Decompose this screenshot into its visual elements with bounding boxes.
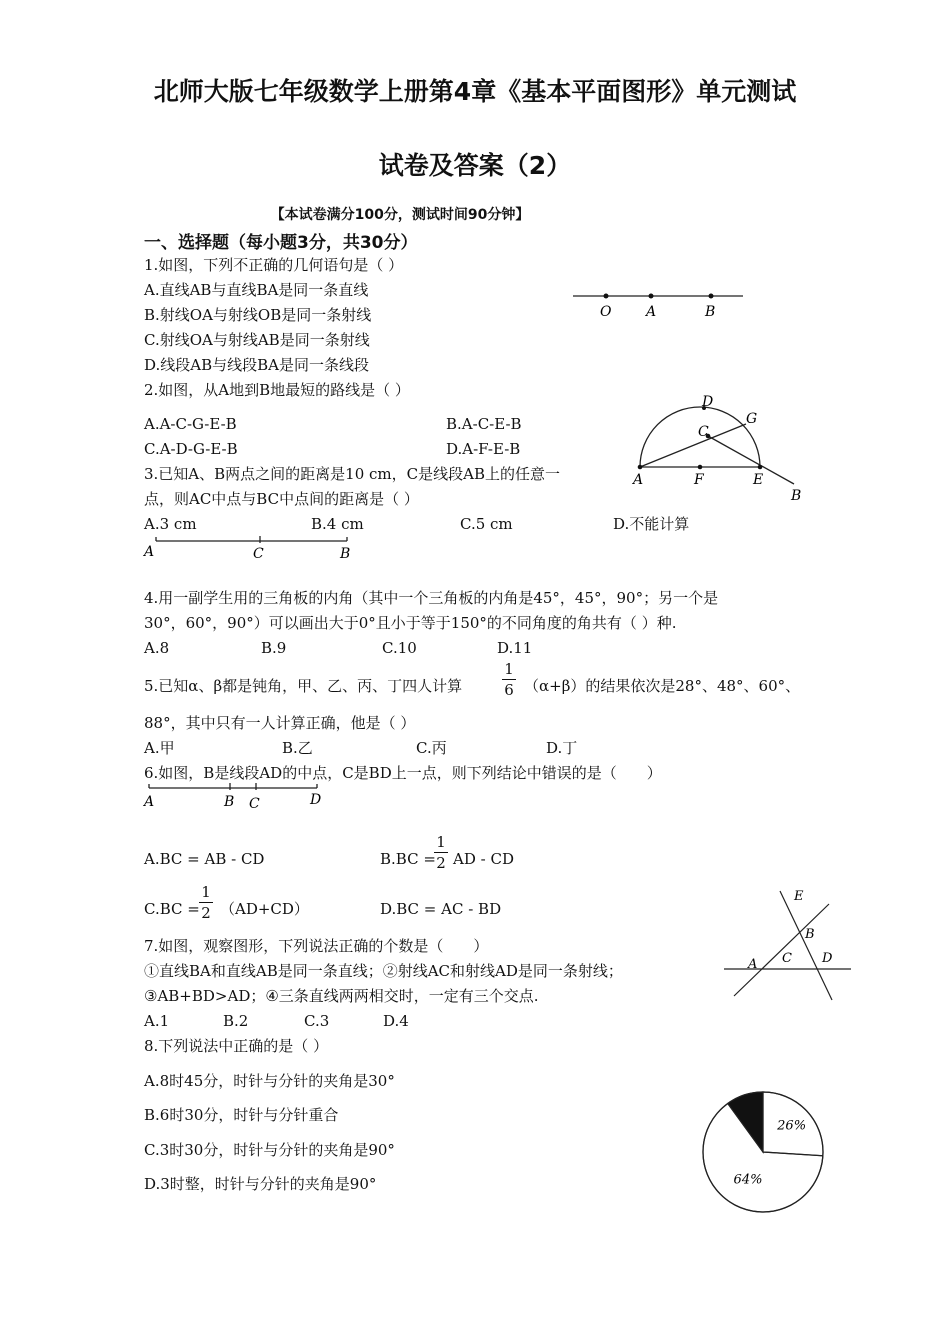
title-line-2: 试卷及答案（2） [378, 151, 572, 180]
q3-option-d: D.不能计算 [613, 515, 690, 533]
q2-label-f: F [694, 472, 704, 488]
q7-option-a: A.1 [144, 1012, 170, 1030]
q1-option-b: B.射线OA与射线OB是同一条射线 [144, 306, 372, 324]
q7-label-d: D [822, 951, 833, 966]
q6-b-frac-num: 1 [436, 833, 446, 851]
exam-note: 【本试卷满分100分，测试时间90分钟】 [270, 207, 530, 223]
q2-stem: 2.如图，从A地到B地最短的路线是（ ） [144, 381, 410, 399]
q3-label-b: B [340, 546, 351, 562]
q2-label-c: C [698, 424, 709, 440]
q5-option-d: D.丁 [546, 739, 578, 757]
q7-option-b: B.2 [223, 1012, 249, 1030]
q3-label-c: C [253, 546, 264, 562]
q1-label-o: O [600, 304, 612, 320]
q5-option-b: B.乙 [282, 739, 313, 757]
pie-chart [700, 1088, 830, 1218]
q1-option-a: A.直线AB与直线BA是同一条直线 [144, 281, 369, 299]
q3-option-b: B.4 cm [311, 515, 364, 533]
q4-stem-2: 30°，60°，90°）可以画出大于0°且小于等于150°的不同角度的角共有（ ）种. [144, 614, 677, 632]
q8-stem: 8.下列说法中正确的是（ ） [144, 1037, 329, 1055]
q6-option-a: A.BC = AB - CD [144, 850, 265, 868]
q2-label-e: E [753, 472, 764, 488]
q4-option-a: A.8 [144, 639, 170, 657]
q6-option-c-post: （AD+CD） [220, 900, 309, 918]
q5-fraction [502, 660, 516, 699]
q8-option-c: C.3时30分，时针与分针的夹角是90° [144, 1141, 395, 1159]
q2-option-a: A.A-C-G-E-B [144, 415, 237, 433]
q6-label-a: A [144, 794, 155, 810]
q2-figure [626, 390, 816, 510]
q1-option-c: C.射线OA与射线AB是同一条射线 [144, 331, 370, 349]
q6-option-b-post: AD - CD [453, 850, 514, 868]
q2-label-d: D [702, 394, 714, 410]
q4-option-b: B.9 [261, 639, 287, 657]
q4-stem-1: 4.用一副学生用的三角板的内角（其中一个三角板的内角是45°，45°，90°；另一个是 [144, 589, 719, 607]
q7-option-d: D.4 [383, 1012, 409, 1030]
q1-label-b: B [705, 304, 716, 320]
q6-label-d: D [310, 792, 322, 808]
q2-label-g: G [746, 411, 758, 427]
q6-figure [140, 780, 330, 812]
q6-c-frac-num: 1 [201, 883, 211, 901]
title-line-1: 北师大版七年级数学上册第4章《基本平面图形》单元测试 [153, 77, 797, 106]
q4-option-d: D.11 [497, 639, 533, 657]
q3-label-a: A [144, 544, 155, 560]
section-heading: 一、选择题（每小题3分，共30分） [144, 233, 418, 253]
q4-option-c: C.10 [382, 639, 417, 657]
q3-option-c: C.5 cm [460, 515, 513, 533]
q5-frac-num: 1 [504, 660, 514, 678]
q7-label-e: E [794, 889, 804, 904]
q1-stem: 1.如图，下列不正确的几何语句是（ ） [144, 256, 404, 274]
q5-stem-post: （α+β）的结果依次是28°、48°、60°、 [524, 677, 801, 695]
q7-stem: 7.如图，观察图形，下列说法正确的个数是（ ） [144, 937, 489, 955]
q6-b-frac-den: 2 [436, 854, 446, 872]
q6-option-b-fraction [434, 833, 448, 872]
q6-label-c: C [249, 796, 260, 812]
q2-label-b: B [791, 488, 802, 504]
q7-statement-1: ①直线BA和直线AB是同一条直线；②射线AC和射线AD是同一条射线； [144, 962, 623, 980]
q5-stem-2: 88°，其中只有一人计算正确，他是（ ） [144, 714, 416, 732]
q7-label-c: C [782, 951, 792, 966]
q3-figure [140, 532, 360, 564]
q5-option-a: A.甲 [144, 739, 175, 757]
q3-stem-2: 点，则AC中点与BC中点间的距离是（ ） [144, 490, 419, 508]
pie-label-26: 26% [777, 1118, 807, 1134]
q1-option-d: D.线段AB与线段BA是同一条线段 [144, 356, 369, 374]
q7-statement-2: ③AB+BD>AD；④三条直线两两相交时，一定有三个交点. [144, 987, 539, 1005]
q7-option-c: C.3 [304, 1012, 330, 1030]
q8-option-d: D.3时整，时针与分针的夹角是90° [144, 1175, 377, 1193]
q6-option-b-pre: B.BC = [380, 850, 436, 868]
q8-option-a: A.8时45分，时针与分针的夹角是30° [144, 1072, 395, 1090]
q6-option-d: D.BC = AC - BD [380, 900, 502, 918]
q3-option-a: A.3 cm [144, 515, 197, 533]
q2-option-c: C.A-D-G-E-B [144, 440, 238, 458]
q2-option-d: D.A-F-E-B [446, 440, 521, 458]
q6-option-c-fraction [199, 883, 213, 922]
pie-label-64: 64% [733, 1172, 763, 1188]
q8-option-b: B.6时30分，时针与分针重合 [144, 1106, 339, 1124]
q3-stem-1: 3.已知A、B两点之间的距离是10 cm，C是线段AB上的任意一 [144, 465, 560, 483]
q2-label-a: A [633, 472, 644, 488]
q6-c-frac-den: 2 [201, 904, 211, 922]
q7-label-a: A [748, 957, 758, 972]
q6-stem: 6.如图，B是线段AD的中点，C是BD上一点，则下列结论中错误的是（ ） [144, 764, 662, 782]
q7-label-b: B [805, 927, 815, 942]
q7-figure [720, 888, 855, 1003]
q6-label-b: B [224, 794, 235, 810]
q1-label-a: A [646, 304, 657, 320]
q1-figure [568, 285, 748, 325]
q6-option-c-pre: C.BC = [144, 900, 200, 918]
q5-option-c: C.丙 [416, 739, 447, 757]
q2-option-b: B.A-C-E-B [446, 415, 522, 433]
q5-stem-pre: 5.已知α、β都是钝角，甲、乙、丙、丁四人计算 [144, 677, 463, 695]
q5-frac-den: 6 [504, 681, 514, 699]
